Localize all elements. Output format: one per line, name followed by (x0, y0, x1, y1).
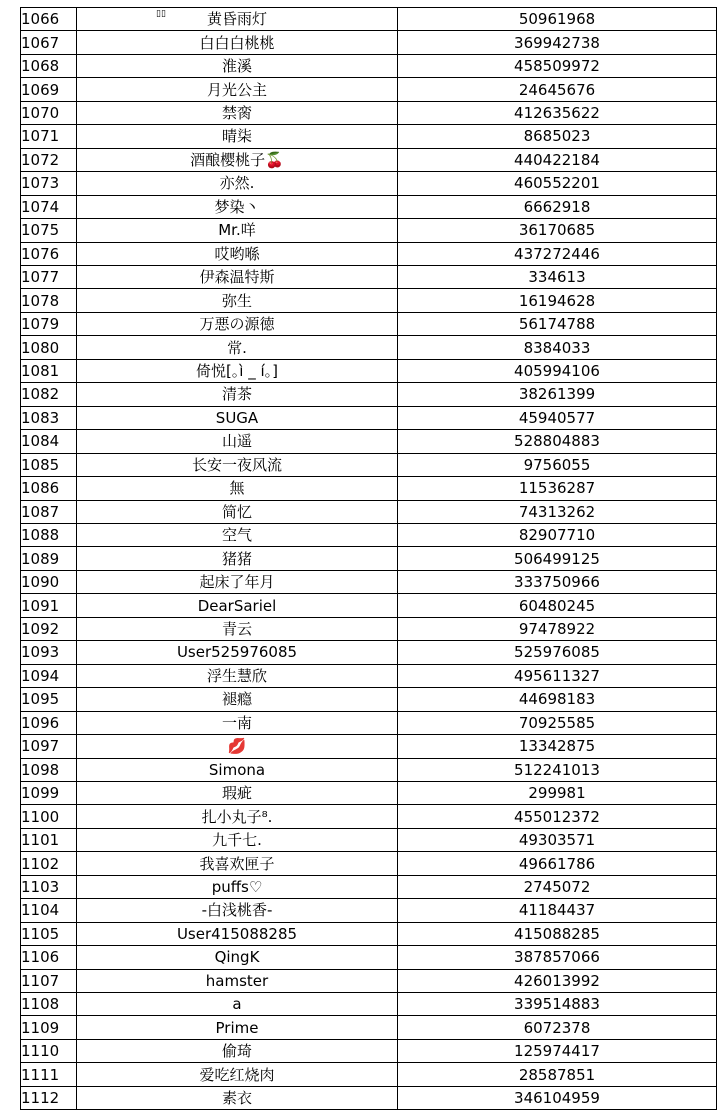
row-index-cell: 1096 (21, 711, 77, 734)
nickname-cell: 淮溪 (77, 54, 398, 77)
row-index-cell: 1089 (21, 547, 77, 570)
table-row (21, 688, 717, 711)
user-id-cell: 369942738 (398, 31, 717, 54)
row-index-cell: 1092 (21, 617, 77, 640)
table-row (21, 828, 717, 851)
row-index-cell: 1099 (21, 781, 77, 804)
nickname-cell: Mr.咩 (77, 219, 398, 242)
row-index-cell: 1071 (21, 125, 77, 148)
row-index-cell: 1094 (21, 664, 77, 687)
nickname-cell: 扎小丸子⁸. (77, 805, 398, 828)
user-id-cell: 36170685 (398, 219, 717, 242)
nickname-cell: 月光公主 (77, 78, 398, 101)
table-row (21, 946, 717, 969)
table-row (21, 101, 717, 124)
table-row (21, 148, 717, 171)
table-row (21, 54, 717, 77)
row-index-cell: 1075 (21, 219, 77, 242)
table-row (21, 922, 717, 945)
row-index-cell: 1112 (21, 1086, 77, 1109)
nickname-cell: -白浅桃香- (77, 899, 398, 922)
row-index-cell: 1104 (21, 899, 77, 922)
user-id-cell: 387857066 (398, 946, 717, 969)
row-index-cell: 1093 (21, 641, 77, 664)
user-id-cell: 455012372 (398, 805, 717, 828)
user-id-cell: 525976085 (398, 641, 717, 664)
nickname-cell: 黄昏雨灯 (77, 8, 398, 31)
user-id-cell: 8685023 (398, 125, 717, 148)
user-id-cell: 333750966 (398, 570, 717, 593)
user-id-cell: 41184437 (398, 899, 717, 922)
nickname-cell: 我喜欢匣子 (77, 852, 398, 875)
user-id-cell: 24645676 (398, 78, 717, 101)
row-index-cell: 1079 (21, 312, 77, 335)
nickname-cell: 晴柒 (77, 125, 398, 148)
row-index-cell: 1101 (21, 828, 77, 851)
row-index-cell: 1082 (21, 383, 77, 406)
nickname-cell: 清茶 (77, 383, 398, 406)
row-index-cell: 1073 (21, 172, 77, 195)
user-id-cell: 97478922 (398, 617, 717, 640)
row-index-cell: 1066 (21, 8, 77, 31)
row-index-cell: 1080 (21, 336, 77, 359)
table-row (21, 312, 717, 335)
nickname-cell: 爱吃红烧肉 (77, 1063, 398, 1086)
user-id-cell: 334613 (398, 265, 717, 288)
nickname-cell: 褪瘾 (77, 688, 398, 711)
nickname-cell: Prime (77, 1016, 398, 1039)
table-row (21, 594, 717, 617)
table-row (21, 875, 717, 898)
user-id-cell: 50961968 (398, 8, 717, 31)
row-index-cell: 1067 (21, 31, 77, 54)
nickname-cell: SUGA (77, 406, 398, 429)
row-index-cell: 1081 (21, 359, 77, 382)
nickname-cell: 白白白桃桃 (77, 31, 398, 54)
user-id-cell: 426013992 (398, 969, 717, 992)
user-id-cell: 412635622 (398, 101, 717, 124)
nickname-cell: DearSariel (77, 594, 398, 617)
nickname-cell: 弥生 (77, 289, 398, 312)
user-id-cell: 437272446 (398, 242, 717, 265)
nickname-cell: 亦然. (77, 172, 398, 195)
table-row (21, 242, 717, 265)
user-id-cell: 6662918 (398, 195, 717, 218)
user-id-cell: 49303571 (398, 828, 717, 851)
user-id-cell: 460552201 (398, 172, 717, 195)
table-row (21, 359, 717, 382)
row-index-cell: 1072 (21, 148, 77, 171)
nickname-cell: 偷琦 (77, 1039, 398, 1062)
user-id-cell: 125974417 (398, 1039, 717, 1062)
table-row (21, 641, 717, 664)
table-row (21, 1016, 717, 1039)
row-index-cell: 1069 (21, 78, 77, 101)
nickname-cell: 空气 (77, 523, 398, 546)
table-row (21, 570, 717, 593)
user-id-cell: 528804883 (398, 430, 717, 453)
user-id-cell: 339514883 (398, 993, 717, 1016)
row-index-cell: 1070 (21, 101, 77, 124)
table-row (21, 31, 717, 54)
table-row (21, 383, 717, 406)
user-id-cell: 70925585 (398, 711, 717, 734)
table-row (21, 547, 717, 570)
user-id-cell: 506499125 (398, 547, 717, 570)
row-index-cell: 1085 (21, 453, 77, 476)
row-index-cell: 1068 (21, 54, 77, 77)
table-row (21, 430, 717, 453)
table-row (21, 195, 717, 218)
table-row (21, 993, 717, 1016)
table-row (21, 477, 717, 500)
nickname-cell: 青云 (77, 617, 398, 640)
row-index-cell: 1074 (21, 195, 77, 218)
row-index-cell: 1091 (21, 594, 77, 617)
table-row (21, 1039, 717, 1062)
row-index-cell: 1103 (21, 875, 77, 898)
nickname-cell: Simona (77, 758, 398, 781)
row-index-cell: 1110 (21, 1039, 77, 1062)
nickname-cell: 瑕疵 (77, 781, 398, 804)
table-row (21, 617, 717, 640)
nickname-cell: 起床了年月 (77, 570, 398, 593)
table-row (21, 1063, 717, 1086)
row-index-cell: 1077 (21, 265, 77, 288)
table-row (21, 500, 717, 523)
table-row (21, 758, 717, 781)
user-id-cell: 346104959 (398, 1086, 717, 1109)
nickname-cell: hamster (77, 969, 398, 992)
user-id-cell: 8384033 (398, 336, 717, 359)
row-index-cell: 1102 (21, 852, 77, 875)
user-id-cell: 56174788 (398, 312, 717, 335)
nickname-cell: 哎哟喺 (77, 242, 398, 265)
user-id-cell: 495611327 (398, 664, 717, 687)
row-index-cell: 1098 (21, 758, 77, 781)
table-row (21, 125, 717, 148)
row-index-cell: 1076 (21, 242, 77, 265)
user-id-cell: 6072378 (398, 1016, 717, 1039)
table-row (21, 664, 717, 687)
row-index-cell: 1097 (21, 735, 77, 758)
table-row (21, 1086, 717, 1109)
user-id-cell: 2745072 (398, 875, 717, 898)
table-row (21, 805, 717, 828)
user-id-cell: 458509972 (398, 54, 717, 77)
row-index-cell: 1086 (21, 477, 77, 500)
user-id-cell: 11536287 (398, 477, 717, 500)
nickname-cell: 简忆 (77, 500, 398, 523)
row-index-cell: 1108 (21, 993, 77, 1016)
nickname-cell: 梦染丶 (77, 195, 398, 218)
row-index-cell: 1087 (21, 500, 77, 523)
row-index-cell: 1111 (21, 1063, 77, 1086)
nickname-cell: a (77, 993, 398, 1016)
table-row (21, 265, 717, 288)
table-row (21, 336, 717, 359)
table-row (21, 781, 717, 804)
row-index-cell: 1105 (21, 922, 77, 945)
nickname-cell: 九千七. (77, 828, 398, 851)
row-index-cell: 1083 (21, 406, 77, 429)
roster-table-body (21, 8, 717, 1110)
nickname-cell: 长安一夜风流 (77, 453, 398, 476)
nickname-cell: QingK (77, 946, 398, 969)
nickname-cell: 猪猪 (77, 547, 398, 570)
table-row (21, 8, 717, 31)
user-id-cell: 13342875 (398, 735, 717, 758)
table-row (21, 899, 717, 922)
nickname-cell: 酒酿樱桃子🍒 (77, 148, 398, 171)
nickname-cell: 伊森温特斯 (77, 265, 398, 288)
table-row (21, 969, 717, 992)
user-id-cell: 405994106 (398, 359, 717, 382)
nickname-cell: 素衣 (77, 1086, 398, 1109)
nickname-cell: 無 (77, 477, 398, 500)
nickname-cell: 倚悦[｡ì _ í｡] (77, 359, 398, 382)
nickname-cell: 浮生慧欣 (77, 664, 398, 687)
user-id-cell: 440422184 (398, 148, 717, 171)
table-row (21, 219, 717, 242)
table-row (21, 172, 717, 195)
nickname-cell: User525976085 (77, 641, 398, 664)
row-index-cell: 1106 (21, 946, 77, 969)
nickname-cell: puffs♡ (77, 875, 398, 898)
row-index-cell: 1088 (21, 523, 77, 546)
table-row (21, 852, 717, 875)
user-id-cell: 512241013 (398, 758, 717, 781)
table-row (21, 78, 717, 101)
row-index-cell: 1084 (21, 430, 77, 453)
user-id-cell: 45940577 (398, 406, 717, 429)
row-index-cell: 1100 (21, 805, 77, 828)
user-id-cell: 28587851 (398, 1063, 717, 1086)
user-id-cell: 82907710 (398, 523, 717, 546)
glyph-placeholder-mark: ▯▯ (156, 9, 166, 19)
table-row (21, 406, 717, 429)
roster-table (20, 7, 717, 1110)
nickname-cell: 💋 (77, 735, 398, 758)
user-id-cell: 299981 (398, 781, 717, 804)
row-index-cell: 1090 (21, 570, 77, 593)
nickname-cell: 一南 (77, 711, 398, 734)
nickname-cell: 万悪の源徳 (77, 312, 398, 335)
table-row (21, 289, 717, 312)
nickname-cell: 常. (77, 336, 398, 359)
row-index-cell: 1078 (21, 289, 77, 312)
nickname-cell: 禁脔 (77, 101, 398, 124)
nickname-cell: 山遥 (77, 430, 398, 453)
user-id-cell: 74313262 (398, 500, 717, 523)
nickname-cell: User415088285 (77, 922, 398, 945)
user-id-cell: 60480245 (398, 594, 717, 617)
row-index-cell: 1109 (21, 1016, 77, 1039)
user-id-cell: 9756055 (398, 453, 717, 476)
user-id-cell: 49661786 (398, 852, 717, 875)
row-index-cell: 1107 (21, 969, 77, 992)
table-row (21, 735, 717, 758)
user-id-cell: 38261399 (398, 383, 717, 406)
table-row (21, 453, 717, 476)
user-id-cell: 16194628 (398, 289, 717, 312)
user-id-cell: 44698183 (398, 688, 717, 711)
row-index-cell: 1095 (21, 688, 77, 711)
table-row (21, 523, 717, 546)
user-id-cell: 415088285 (398, 922, 717, 945)
table-row (21, 711, 717, 734)
